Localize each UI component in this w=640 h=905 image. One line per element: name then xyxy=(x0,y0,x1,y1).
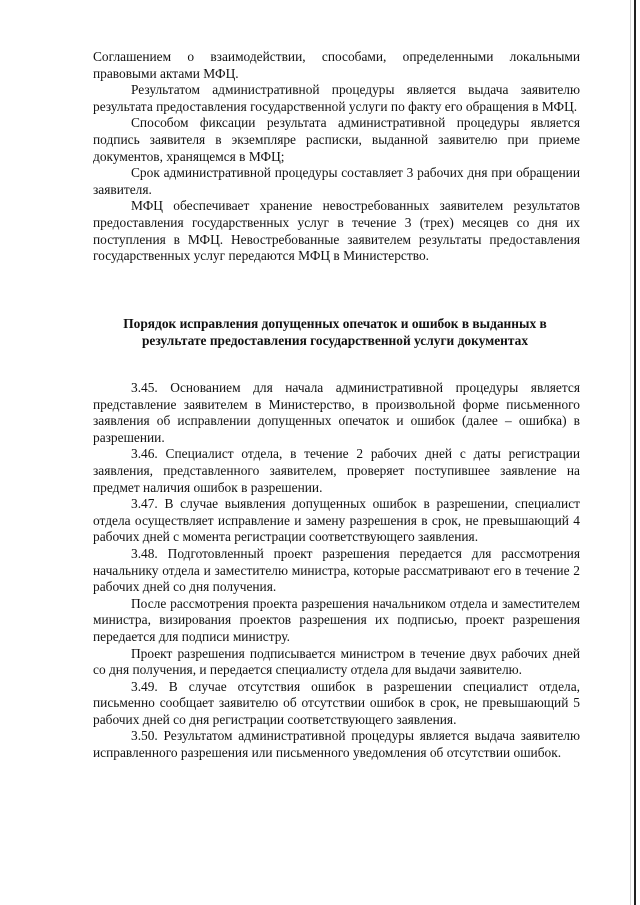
clause-3-49: 3.49. В случае отсутствия ошибок в разрешении специалист отдела, письменно сообщает заявителю об отсутствии ошибок в срок, не превышающий 5 рабочих дней со дня регистрации соответствующего заявления. xyxy=(93,678,580,727)
clause-3-48-signing: Проект разрешения подписывается министром в течение двух рабочих дней со дня получения, и передается специалисту отдела для выдачи заявителю. xyxy=(93,645,580,678)
intro-paragraph-deadline: Срок административной процедуры составляет 3 рабочих дня при обращении заявителя. xyxy=(93,165,580,197)
intro-text-block xyxy=(93,49,580,265)
intro-paragraph-result: Результатом административной процедуры является выдача заявителю результата предоставления государственной услуги по факту его обращения в МФЦ. xyxy=(93,82,580,114)
clause-3-47: 3.47. В случае выявления допущенных ошибок в разрешении, специалист отдела осуществляет исправление и замену разрешения в срок, не превышающий 4 рабочих дней с момента регистрации соответствующего заявления. xyxy=(93,496,580,545)
section-heading: Порядок исправления допущенных опечаток и ошибок в выданных в результате предоставления государственной услуги документах xyxy=(123,316,547,348)
clause-3-50: 3.50. Результатом административной процедуры является выдача заявителю исправленного разрешения или письменного уведомления об отсутствии ошибок. xyxy=(93,728,580,761)
scan-edge-line xyxy=(634,0,636,905)
intro-paragraph-continuation: Соглашением о взаимодействии, способами, определенными локальными правовыми актами МФЦ. xyxy=(93,49,580,81)
intro-paragraph-storage: МФЦ обеспечивает хранение невостребованных заявителем результатов предоставления государственных услуг в течение 3 (трех) месяцев со дня их поступления в МФЦ. Невостребованные заявителем результаты предоставления государственных услуг передаются МФЦ в Министерство. xyxy=(93,198,580,264)
clause-3-45: 3.45. Основанием для начала административной процедуры является представление заявителем в Министерство, в произвольной форме письменного заявления об исправлении допущенных опечаток и ошибок (далее – ошибка) в разрешении. xyxy=(93,380,580,445)
scan-edge-shadow xyxy=(630,0,631,905)
clause-3-46: 3.46. Специалист отдела, в течение 2 рабочих дней с даты регистрации заявления, представленного заявителем, проверяет поступившее заявление на предмет наличия ошибок в разрешении. xyxy=(93,446,580,495)
clause-3-48: 3.48. Подготовленный проект разрешения передается для рассмотрения начальнику отдела и заместителю министра, которые рассматривают его в течение 2 рабочих дней со дня получения. xyxy=(93,545,580,595)
section-text-block xyxy=(93,380,580,762)
clause-3-48-review: После рассмотрения проекта разрешения начальником отдела и заместителем министра, визирования проектов разрешения их подписью, проект разрешения передается для подписи министру. xyxy=(93,595,580,644)
intro-paragraph-fixation-method: Способом фиксации результата административной процедуры является подпись заявителя в экземпляре расписки, выданной заявителю при приеме документов, хранящемся в МФЦ; xyxy=(93,115,580,164)
